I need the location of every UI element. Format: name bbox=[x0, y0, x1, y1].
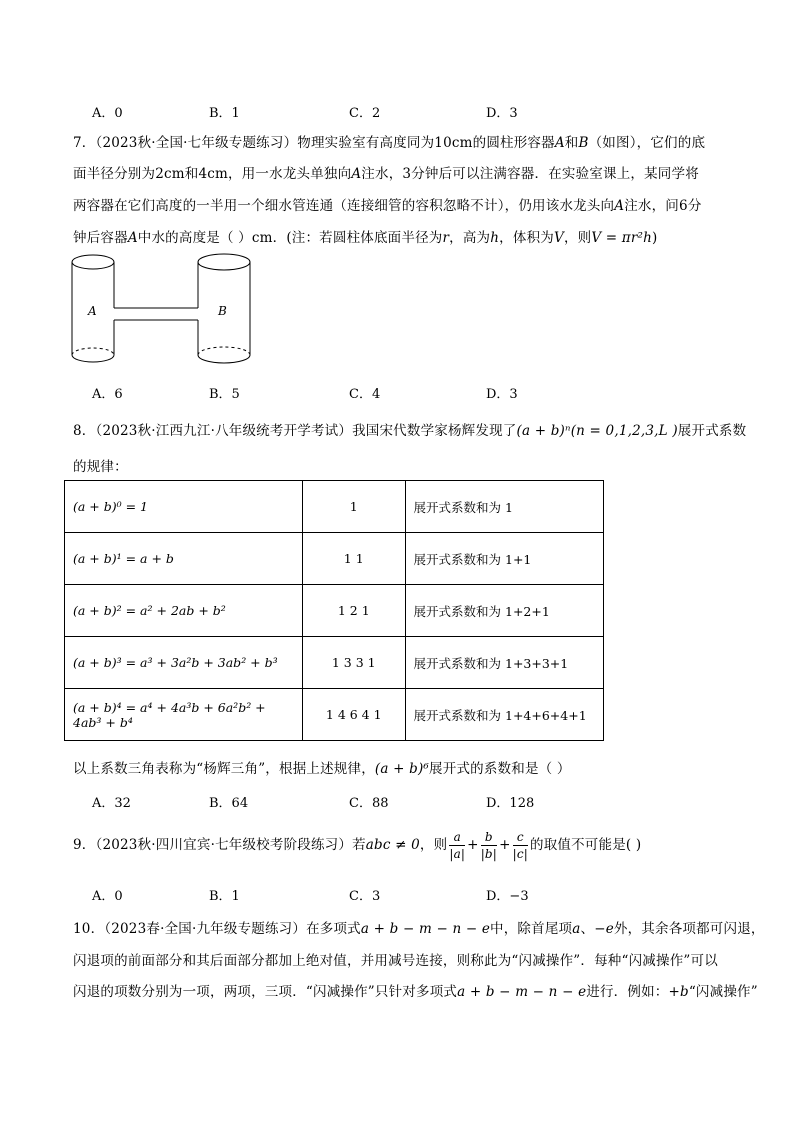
q6-option-d[interactable]: D．3 bbox=[486, 106, 518, 121]
q6-option-a[interactable]: A．0 bbox=[92, 106, 123, 121]
cylinders-figure bbox=[66, 250, 256, 372]
q8-line-2: 的规律： bbox=[73, 459, 128, 475]
label-a: A bbox=[88, 304, 97, 318]
table-row bbox=[65, 533, 604, 585]
yanghui-table bbox=[64, 480, 604, 741]
q6-option-c[interactable]: C．2 bbox=[349, 106, 381, 121]
q8-option-d[interactable]: D．128 bbox=[486, 796, 535, 811]
fraction-c: $\frac{c}{|c|}$ bbox=[512, 830, 528, 861]
q7-option-c[interactable]: C．4 bbox=[349, 387, 381, 402]
connecting-tube bbox=[114, 308, 198, 320]
q6-option-b[interactable]: B．1 bbox=[209, 106, 240, 121]
q9-option-a[interactable]: A．0 bbox=[92, 889, 123, 904]
q7-line-3: 两容器在它们高度的一半用一个细水管连通（连接细管的容积忽略不计），仍用该水龙头向A注水，问6分 bbox=[73, 198, 702, 214]
table-row bbox=[65, 689, 604, 741]
expansion-cell: (a + b)⁴ = a⁴ + 4a³b + 6a²b² + 4ab³ + b⁴ bbox=[65, 689, 303, 741]
q7-line-1: 7．（2023秋·全国·七年级专题练习）物理实验室有高度同为10cm的圆柱形容器A和B（如图），它们的底 bbox=[73, 135, 706, 151]
expansion-cell: (a + b)⁰ = 1 bbox=[65, 481, 303, 533]
coeffs-cell: 1 3 3 1 bbox=[302, 637, 405, 689]
q10-line-3: 闪退的项数分别为一项，两项，三项．“闪减操作”只针对多项式a + b − m − n − e进行．例如：+b“闪减操作” bbox=[73, 984, 758, 1000]
sum-cell: 展开式系数和为 1+1 bbox=[405, 533, 603, 585]
q7-option-d[interactable]: D．3 bbox=[486, 387, 518, 402]
expansion-cell: (a + b)² = a² + 2ab + b² bbox=[65, 585, 303, 637]
q8-option-b[interactable]: B．64 bbox=[209, 796, 249, 811]
sum-cell: 展开式系数和为 1+4+6+4+1 bbox=[405, 689, 603, 741]
sum-cell: 展开式系数和为 1+2+1 bbox=[405, 585, 603, 637]
coeffs-cell: 1 4 6 4 1 bbox=[302, 689, 405, 741]
table-row bbox=[65, 481, 604, 533]
q7-line-2: 面半径分别为2cm和4cm，用一水龙头单独向A注水，3分钟后可以注满容器．在实验室课上，某同学将 bbox=[73, 166, 699, 182]
sum-cell: 展开式系数和为 1 bbox=[405, 481, 603, 533]
fraction-b: $\frac{b}{|b|}$ bbox=[480, 830, 498, 861]
coeffs-cell: 1 2 1 bbox=[302, 585, 405, 637]
expansion-cell: (a + b)¹ = a + b bbox=[65, 533, 303, 585]
table-row bbox=[65, 637, 604, 689]
q9-option-b[interactable]: B．1 bbox=[209, 889, 240, 904]
q9-option-d[interactable]: D．−3 bbox=[486, 889, 529, 904]
label-b: B bbox=[218, 304, 227, 318]
coeffs-cell: 1 bbox=[302, 481, 405, 533]
q7-option-a[interactable]: A．6 bbox=[92, 387, 123, 402]
table-row bbox=[65, 585, 604, 637]
q9-option-c[interactable]: C．3 bbox=[349, 889, 381, 904]
q8-after-line: 以上系数三角表称为“杨辉三角”，根据上述规律，(a + b)⁶展开式的系数和是（ ） bbox=[73, 761, 571, 777]
q7-option-b[interactable]: B．5 bbox=[209, 387, 240, 402]
q10-line-2: 闪退项的前面部分和其后面部分都加上绝对值，并用减号连接，则称此为“闪减操作”．每种“闪减操作”可以 bbox=[73, 953, 718, 969]
q9-line: 9．（2023秋·四川宜宾·七年级校考阶段练习）若abc ≠ 0，则 $\frac{a}{|a|}$ + $\frac{b}{|b|}$ + $\frac{c}{|c|}$ 的取值不可能是( ) bbox=[73, 830, 642, 861]
q8-option-a[interactable]: A．32 bbox=[92, 796, 131, 811]
sum-cell: 展开式系数和为 1+3+3+1 bbox=[405, 637, 603, 689]
q10-line-1: 10．（2023春·全国·九年级专题练习）在多项式a + b − m − n − e中，除首尾项a、−e外，其余各项都可闪退， bbox=[73, 921, 765, 937]
expansion-cell: (a + b)³ = a³ + 3a²b + 3ab² + b³ bbox=[65, 637, 303, 689]
fraction-a: $\frac{a}{|a|}$ bbox=[449, 830, 466, 861]
coeffs-cell: 1 1 bbox=[302, 533, 405, 585]
q8-option-c[interactable]: C．88 bbox=[349, 796, 389, 811]
q7-line-4: 钟后容器A中水的高度是（ ）cm．(注：若圆柱体底面半径为r，高为h，体积为V，则V = πr²h) bbox=[73, 230, 658, 246]
q8-line-1: 8．（2023秋·江西九江·八年级统考开学考试）我国宋代数学家杨辉发现了(a + b)ⁿ(n = 0,1,2,3,L )展开式系数 bbox=[73, 423, 747, 439]
